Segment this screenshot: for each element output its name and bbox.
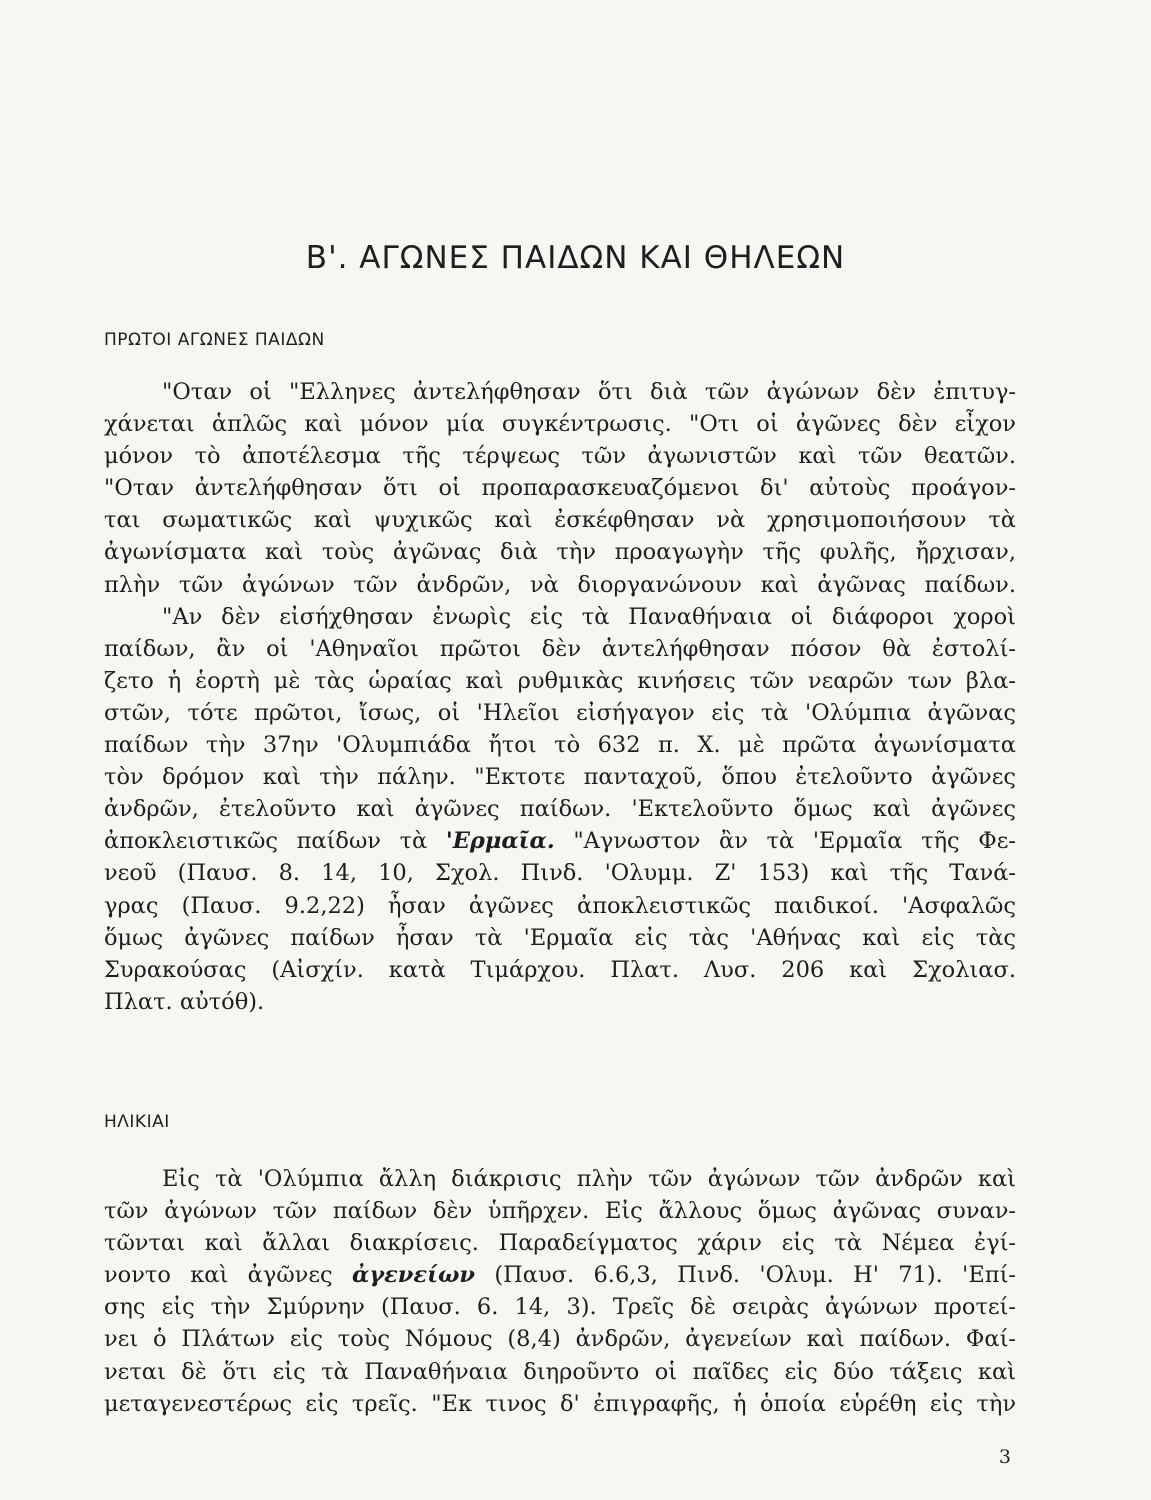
text-line (104, 1259, 1016, 1291)
emphasized-term-ageneioi: ἀγενείων (351, 1262, 476, 1289)
page-title: Β'. ΑΓΩΝΕΣ ΠΑΙΔΩΝ ΚΑΙ ΘΗΛΕΩΝ (305, 240, 846, 276)
section-heading-ages: ΗΛΙΚΙΑΙ (104, 1112, 170, 1132)
text-line: "Οταν ἀντελήφθησαν ὅτι οἱ προπαρασκευαζόμενοι δι' αὐτοὺς προάγον- (104, 475, 1016, 502)
text-line: πλὴν τῶν ἀγώνων τῶν ἀνδρῶν, νὰ διοργανώνουν καὶ ἀγῶνας παίδων. (104, 571, 1016, 598)
text-line: γρας (Παυσ. 9.2,22) ἦσαν ἀγῶνες ἀποκλειστικῶς παιδικοί. 'Ασφαλῶς (104, 892, 1016, 919)
text-fragment: "Αγνωστον ἂν τὰ 'Ερμαῖα τῆς Φε- (554, 828, 1016, 855)
text-line: σης εἰς τὴν Σμύρνην (Παυσ. 6. 14, 3). Τρεῖς δὲ σειρὰς ἀγώνων προτεί- (104, 1294, 1016, 1321)
section-heading-first-games: ΠΡΩΤΟΙ ΑΓΩΝΕΣ ΠΑΙΔΩΝ (104, 330, 325, 350)
text-line: ὅμως ἀγῶνες παίδων ἦσαν τὰ 'Ερμαῖα εἰς τὰς 'Αθήνας καὶ εἰς τὰς (104, 924, 1016, 951)
text-line: νει ὁ Πλάτων εἰς τοὺς Νόμους (8,4) ἀνδρῶν, ἀγενείων καὶ παίδων. Φαί- (104, 1326, 1016, 1353)
text-line: Πλατ. αὐτόθ). (104, 988, 265, 1015)
text-line: Εἰς τὰ 'Ολύμπια ἄλλη διάκρισις πλὴν τῶν ἀγώνων τῶν ἀνδρῶν καὶ (162, 1166, 1016, 1192)
text-line: στῶν, τότε πρῶτοι, ἴσως, οἱ 'Ηλεῖοι εἰσήγαγον εἰς τὰ 'Ολύμπια ἀγῶνας (104, 699, 1016, 726)
text-fragment: ἀποκλειστικῶς παίδων τὰ (104, 828, 446, 855)
text-line: τῶνται καὶ ἄλλαι διακρίσεις. Παραδείγματος χάριν εἰς τὰ Νέμεα ἐγί- (104, 1230, 1016, 1257)
text-line: χάνεται ἁπλῶς καὶ μόνον μία συγκέντρωσις. "Οτι οἱ ἀγῶνες δὲν εἶχον (104, 411, 1016, 438)
text-line: ἀγωνίσματα καὶ τοὺς ἀγῶνας διὰ τὴν προαγωγὴν τῆς φυλῆς, ἤρχισαν, (104, 539, 1016, 566)
page-number: 3 (998, 1446, 1011, 1468)
text-fragment: (Παυσ. 6.6,3, Πινδ. 'Ολυμ. Η' 71). 'Επί- (475, 1262, 1016, 1289)
text-line: παίδων τὴν 37ην 'Ολυμπιάδα ἤτοι τὸ 632 π. Χ. μὲ πρῶτα ἀγωνίσματα (104, 732, 1016, 759)
text-line: ἀνδρῶν, ἐτελοῦντο καὶ ἀγῶνες παίδων. 'Εκτελοῦντο ὅμως καὶ ἀγῶνες (104, 796, 1016, 823)
text-line: Συρακούσας (Αἰσχίν. κατὰ Τιμάρχου. Πλατ. Λυσ. 206 καὶ Σχολιασ. (104, 956, 1016, 983)
emphasized-term-hermaia: 'Ερμαῖα. (445, 828, 555, 855)
text-line: "Οταν οἱ "Ελληνες ἀντελήφθησαν ὅτι διὰ τῶν ἀγώνων δὲν ἐπιτυγ- (162, 379, 1016, 405)
text-fragment: νοντο καὶ ἀγῶνες (104, 1262, 352, 1289)
text-line: μεταγενεστέρως εἰς τρεῖς. "Εκ τινος δ' ἐπιγραφῆς, ἡ ὁποία εὑρέθη εἰς τὴν (104, 1390, 1016, 1417)
text-line: ται σωματικῶς καὶ ψυχικῶς καὶ ἐσκέφθησαν νὰ χρησιμοποιήσουν τὰ (104, 507, 1016, 534)
text-line: "Αν δὲν εἰσήχθησαν ἐνωρὶς εἰς τὰ Παναθήναια οἱ διάφοροι χοροὶ (162, 603, 1016, 630)
text-line: νεται δὲ ὅτι εἰς τὰ Παναθήναια διηροῦντο οἱ παῖδες εἰς δύο τάξεις καὶ (104, 1358, 1016, 1385)
text-line: μόνον τὸ ἀποτέλεσμα τῆς τέρψεως τῶν ἀγωνιστῶν καὶ τῶν θεατῶν. (104, 443, 1016, 470)
text-line: νεοῦ (Παυσ. 8. 14, 10, Σχολ. Πινδ. 'Ολυμμ. Ζ' 153) καὶ τῆς Τανά- (104, 860, 1016, 887)
text-line (104, 825, 1016, 857)
paragraph-ages (104, 1163, 1016, 1420)
paragraph-first-games (104, 376, 1016, 1018)
text-line: τὸν δρόμον καὶ τὴν πάλην. "Εκτοτε πανταχοῦ, ὅπου ἐτελοῦντο ἀγῶνες (104, 764, 1016, 791)
text-line: τῶν ἀγώνων τῶν παίδων δὲν ὑπῆρχεν. Εἰς ἄλλους ὅμως ἀγῶνας συναν- (104, 1198, 1016, 1225)
text-line: ζετο ἡ ἑορτὴ μὲ τὰς ὡραίας καὶ ρυθμικὰς κινήσεις τῶν νεαρῶν των βλα- (104, 667, 1016, 694)
text-line: παίδων, ἂν οἱ 'Αθηναῖοι πρῶτοι δὲν ἀντελήφθησαν πόσον θὰ ἐστολί- (104, 635, 1016, 662)
